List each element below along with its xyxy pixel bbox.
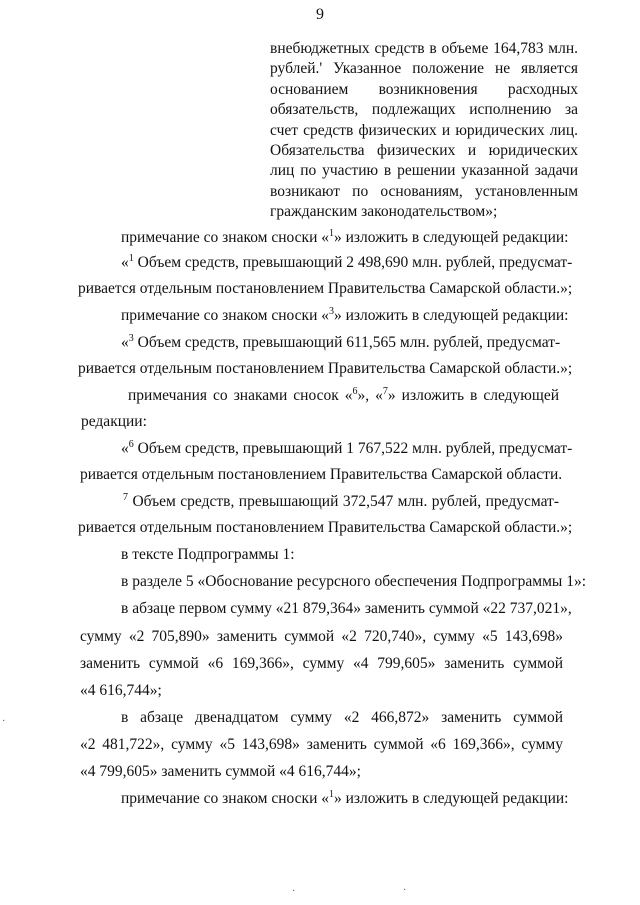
quote-line: внебюджетных средств в объеме 164,783 млн. [270, 40, 578, 57]
quote-line: гражданским законодательством»; [270, 203, 498, 221]
paragraph-line: «4 799,605» заменить суммой «4 616,744»; [80, 763, 361, 780]
footnote-mark: 1 [128, 253, 134, 264]
quote-line: Обязательства физических и юридических [270, 142, 578, 160]
paragraph-line: $^7$ Объем средств, превышающий 372,547 млн. рублей, предусмат- [123, 492, 559, 510]
footnote-mark: 3 [329, 306, 334, 317]
paragraph-line: примечание со знаком сноски «$^3$» изложить в следующей редакции: [121, 306, 569, 324]
quoted-text-block [270, 39, 578, 223]
paragraph-line: «$^3$ Объем средств, превышающий 611,565 млн. рублей, предусмат- [121, 333, 561, 351]
quote-line: основанием возникновения расходных [270, 80, 578, 98]
paragraph-line: ривается отдельным постановлением Правительства Самарской области. [80, 466, 563, 483]
paragraph-line: в тексте Подпрограммы 1: [121, 546, 295, 563]
footnote-mark: 6 [128, 439, 134, 450]
paragraph-line: в разделе 5 «Обоснование ресурсного обеспечения Подпрограммы 1»: [121, 573, 586, 590]
quote-line: рублей.' Указанное положение не является [270, 60, 578, 78]
paragraph-line: сумму «2 705,890» заменить суммой «2 720,740», сумму «5 143,698» [80, 628, 563, 645]
paragraph-line: редакции: [81, 413, 147, 430]
paragraph-line: в абзаце двенадцатом сумму «2 466,872» заменить суммой [121, 709, 563, 726]
paragraph-line: ривается отдельным постановлением Правительства Самарской области.»; [78, 519, 573, 536]
paragraph-line: «2 481,722», сумму «5 143,698» заменить суммой «6 169,366», сумму [80, 736, 563, 753]
paragraph-line: примечания со знаками сносок «$^6$», «$^7$» изложить в следующей [128, 386, 559, 404]
scan-speck: · [2, 716, 6, 727]
footnote-mark: 7 [382, 386, 388, 397]
paragraph-line: «4 616,744»; [80, 682, 162, 699]
scan-speck: · [403, 885, 407, 896]
page-number: 9 [316, 6, 324, 23]
paragraph-line: ривается отдельным постановлением Правительства Самарской области.»; [78, 280, 573, 297]
footnote-mark: 3 [128, 333, 134, 344]
paragraph-line: примечание со знаком сноски «$^1$» изложить в следующей редакции: [121, 789, 569, 807]
footnote-mark: 1 [329, 228, 334, 239]
paragraph-line: примечание со знаком сноски «$^1$» изложить в следующей редакции: [121, 228, 569, 246]
paragraph-line: «$^1$ Объем средств, превышающий 2 498,690 млн. рублей, предусмат- [121, 253, 573, 271]
footnote-mark: 7 [123, 492, 128, 503]
paragraph-line: «$^6$ Объем средств, превышающий 1 767,522 млн. рублей, предусмат- [121, 439, 573, 457]
footnote-mark: 1 [329, 789, 334, 800]
quote-line: возникают по основаниям, установленным [270, 182, 578, 200]
quote-line: лиц по участию в решении указанной задачи [270, 162, 578, 180]
paragraph-line: заменить суммой «6 169,366», сумму «4 799,605» заменить суммой [80, 655, 563, 672]
quote-line: счет средств физических и юридических лиц. [270, 121, 578, 139]
paragraph-line: ривается отдельным постановлением Правительства Самарской области.»; [78, 360, 573, 377]
paragraph-line: в абзаце первом сумму «21 879,364» заменить суммой «22 737,021», [121, 600, 572, 617]
quote-line: обязательств, подлежащих исполнению за [270, 101, 578, 119]
footnote-mark: 6 [352, 386, 358, 397]
scan-speck: · [292, 886, 296, 897]
